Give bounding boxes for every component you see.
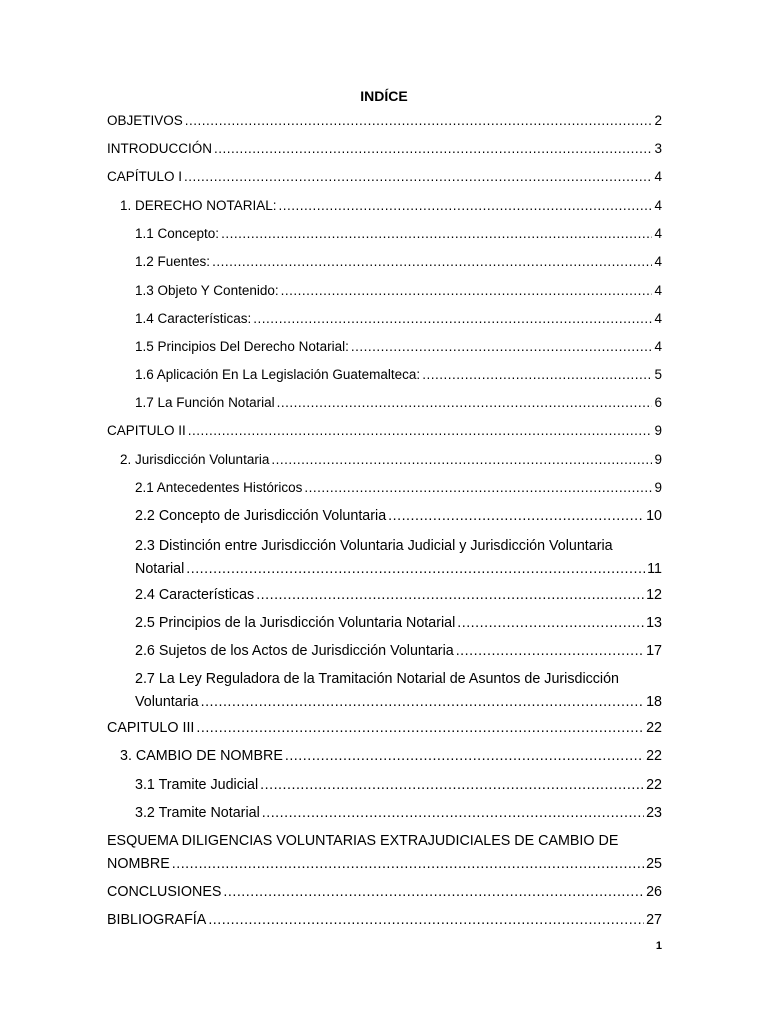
toc-page: 18 — [646, 694, 662, 710]
toc-entry-2-1[interactable] — [135, 479, 662, 497]
toc-entry-bibliografia[interactable] — [107, 911, 662, 929]
toc-page: 4 — [654, 283, 662, 298]
toc-label: Notarial — [135, 561, 185, 577]
toc-entry-capitulo-3[interactable] — [107, 719, 662, 737]
toc-page: 13 — [646, 615, 662, 631]
toc-leader — [185, 112, 653, 130]
toc-label: 3.2 Tramite Notarial — [135, 805, 260, 821]
toc-page: 26 — [646, 884, 662, 900]
toc-leader — [456, 642, 644, 660]
toc-label: Voluntaria — [135, 694, 199, 710]
toc-page: 4 — [654, 311, 662, 326]
toc-label: BIBLIOGRAFÍA — [107, 912, 207, 928]
toc-leader — [256, 586, 644, 604]
toc-label: 2.4 Características — [135, 587, 255, 603]
toc-leader — [277, 394, 653, 412]
toc-label: 2. Jurisdicción Voluntaria — [120, 452, 270, 467]
toc-page: 4 — [654, 198, 662, 213]
toc-page: 4 — [654, 254, 662, 269]
toc-entry-1-5[interactable] — [135, 338, 662, 356]
index-title: INDÍCE — [360, 88, 408, 104]
toc-entry-esquema[interactable] — [107, 830, 662, 876]
toc-leader — [285, 747, 644, 765]
toc-page: 4 — [654, 169, 662, 184]
toc-label: 3.1 Tramite Judicial — [135, 777, 259, 793]
toc-entry-capitulo-1[interactable] — [107, 168, 662, 186]
toc-leader — [212, 253, 652, 271]
toc-label: 2.5 Principios de la Jurisdicción Voluntaria Notarial — [135, 615, 456, 631]
toc-entry-1-6[interactable] — [135, 366, 662, 384]
toc-entry-2-6[interactable] — [135, 642, 662, 660]
toc-label-line-1: ESQUEMA DILIGENCIAS VOLUNTARIAS EXTRAJUDICIALES DE CAMBIO DE — [107, 833, 619, 849]
toc-label: 1.4 Características: — [135, 311, 252, 326]
toc-label: 1.2 Fuentes: — [135, 254, 211, 269]
toc-entry-1-2[interactable] — [135, 253, 662, 271]
toc-page: 23 — [646, 805, 662, 821]
toc-label: 1.5 Principios Del Derecho Notarial: — [135, 339, 349, 354]
toc-leader — [186, 558, 645, 581]
toc-leader — [457, 614, 644, 632]
toc-page: 6 — [654, 395, 662, 410]
toc-leader — [262, 804, 644, 822]
toc-label: 1. DERECHO NOTARIAL: — [120, 198, 277, 213]
toc-label: 1.3 Objeto Y Contenido: — [135, 283, 279, 298]
toc-page: 12 — [646, 587, 662, 603]
toc-leader — [196, 719, 644, 737]
toc-leader — [208, 911, 644, 929]
toc-leader — [260, 776, 644, 794]
toc-leader — [279, 197, 653, 215]
toc-entry-1-1[interactable] — [135, 225, 662, 243]
toc-entry-jurisdiccion-voluntaria[interactable] — [120, 451, 662, 469]
toc-page: 9 — [654, 423, 662, 438]
toc-leader — [253, 310, 652, 328]
toc-page: 3 — [654, 141, 662, 156]
toc-entry-2-2[interactable] — [135, 507, 662, 525]
toc-label: 2.2 Concepto de Jurisdicción Voluntaria — [135, 508, 387, 524]
toc-page: 22 — [646, 748, 662, 764]
toc-entry-2-5[interactable] — [135, 614, 662, 632]
toc-page: 2 — [654, 113, 662, 128]
toc-leader — [271, 451, 652, 469]
toc-page: 9 — [654, 452, 662, 467]
toc-label: 2.1 Antecedentes Históricos — [135, 480, 303, 495]
toc-page: 5 — [654, 367, 662, 382]
toc-entry-introduccion[interactable] — [107, 140, 662, 158]
toc-label: 1.1 Concepto: — [135, 226, 220, 241]
toc-leader — [388, 507, 644, 525]
toc-entry-3-1[interactable] — [135, 776, 662, 794]
toc-entry-2-3[interactable] — [135, 535, 662, 581]
toc-entry-1-7[interactable] — [135, 394, 662, 412]
toc-leader — [422, 366, 652, 384]
toc-label: NOMBRE — [107, 856, 170, 872]
toc-label: 3. CAMBIO DE NOMBRE — [120, 748, 283, 764]
toc-page: 17 — [646, 643, 662, 659]
toc-page: 25 — [646, 856, 662, 872]
toc-label-line-1: 2.7 La Ley Reguladora de la Tramitación Notarial de Asuntos de Jurisdicción — [135, 671, 619, 687]
toc-page: 27 — [646, 912, 662, 928]
toc-label: OBJETIVOS — [107, 113, 183, 128]
toc-entry-2-7[interactable] — [135, 668, 662, 714]
toc-leader — [214, 140, 652, 158]
toc-leader — [172, 853, 644, 876]
toc-entry-1-4[interactable] — [135, 310, 662, 328]
toc-leader — [281, 282, 653, 300]
toc-label: CAPITULO II — [107, 423, 186, 438]
toc-entry-derecho-notarial[interactable] — [120, 197, 662, 215]
toc-page: 22 — [646, 777, 662, 793]
toc-leader — [304, 479, 652, 497]
toc-entry-capitulo-2[interactable] — [107, 422, 662, 440]
footer-page-number: 1 — [655, 940, 662, 952]
toc-leader — [221, 225, 652, 243]
toc-entry-1-3[interactable] — [135, 282, 662, 300]
toc-leader — [201, 691, 645, 714]
toc-page: 22 — [646, 720, 662, 736]
toc-label: 1.6 Aplicación En La Legislación Guatemalteca: — [135, 367, 421, 382]
toc-label-line-1: 2.3 Distinción entre Jurisdicción Voluntaria Judicial y Jurisdicción Voluntaria — [135, 538, 613, 554]
toc-entry-objetivos[interactable] — [107, 112, 662, 130]
toc-leader — [351, 338, 653, 356]
toc-label: CAPITULO III — [107, 720, 195, 736]
toc-page: 4 — [654, 226, 662, 241]
toc-page: 10 — [646, 508, 662, 524]
toc-label: 1.7 La Función Notarial — [135, 395, 275, 410]
toc-label: CONCLUSIONES — [107, 884, 222, 900]
toc-label: CAPÍTULO I — [107, 169, 183, 184]
toc-leader — [223, 883, 644, 901]
toc-page: 4 — [654, 339, 662, 354]
toc-label: INTRODUCCIÓN — [107, 141, 212, 156]
toc-entry-cambio-de-nombre[interactable] — [120, 747, 662, 765]
toc-entry-conclusiones[interactable] — [107, 883, 662, 901]
toc-entry-3-2[interactable] — [135, 804, 662, 822]
toc-label: 2.6 Sujetos de los Actos de Jurisdicción Voluntaria — [135, 643, 454, 659]
toc-page: 9 — [654, 480, 662, 495]
toc-leader — [184, 168, 652, 186]
toc-leader — [188, 422, 653, 440]
toc-page: 11 — [647, 561, 662, 577]
toc-entry-2-4[interactable] — [135, 586, 662, 604]
